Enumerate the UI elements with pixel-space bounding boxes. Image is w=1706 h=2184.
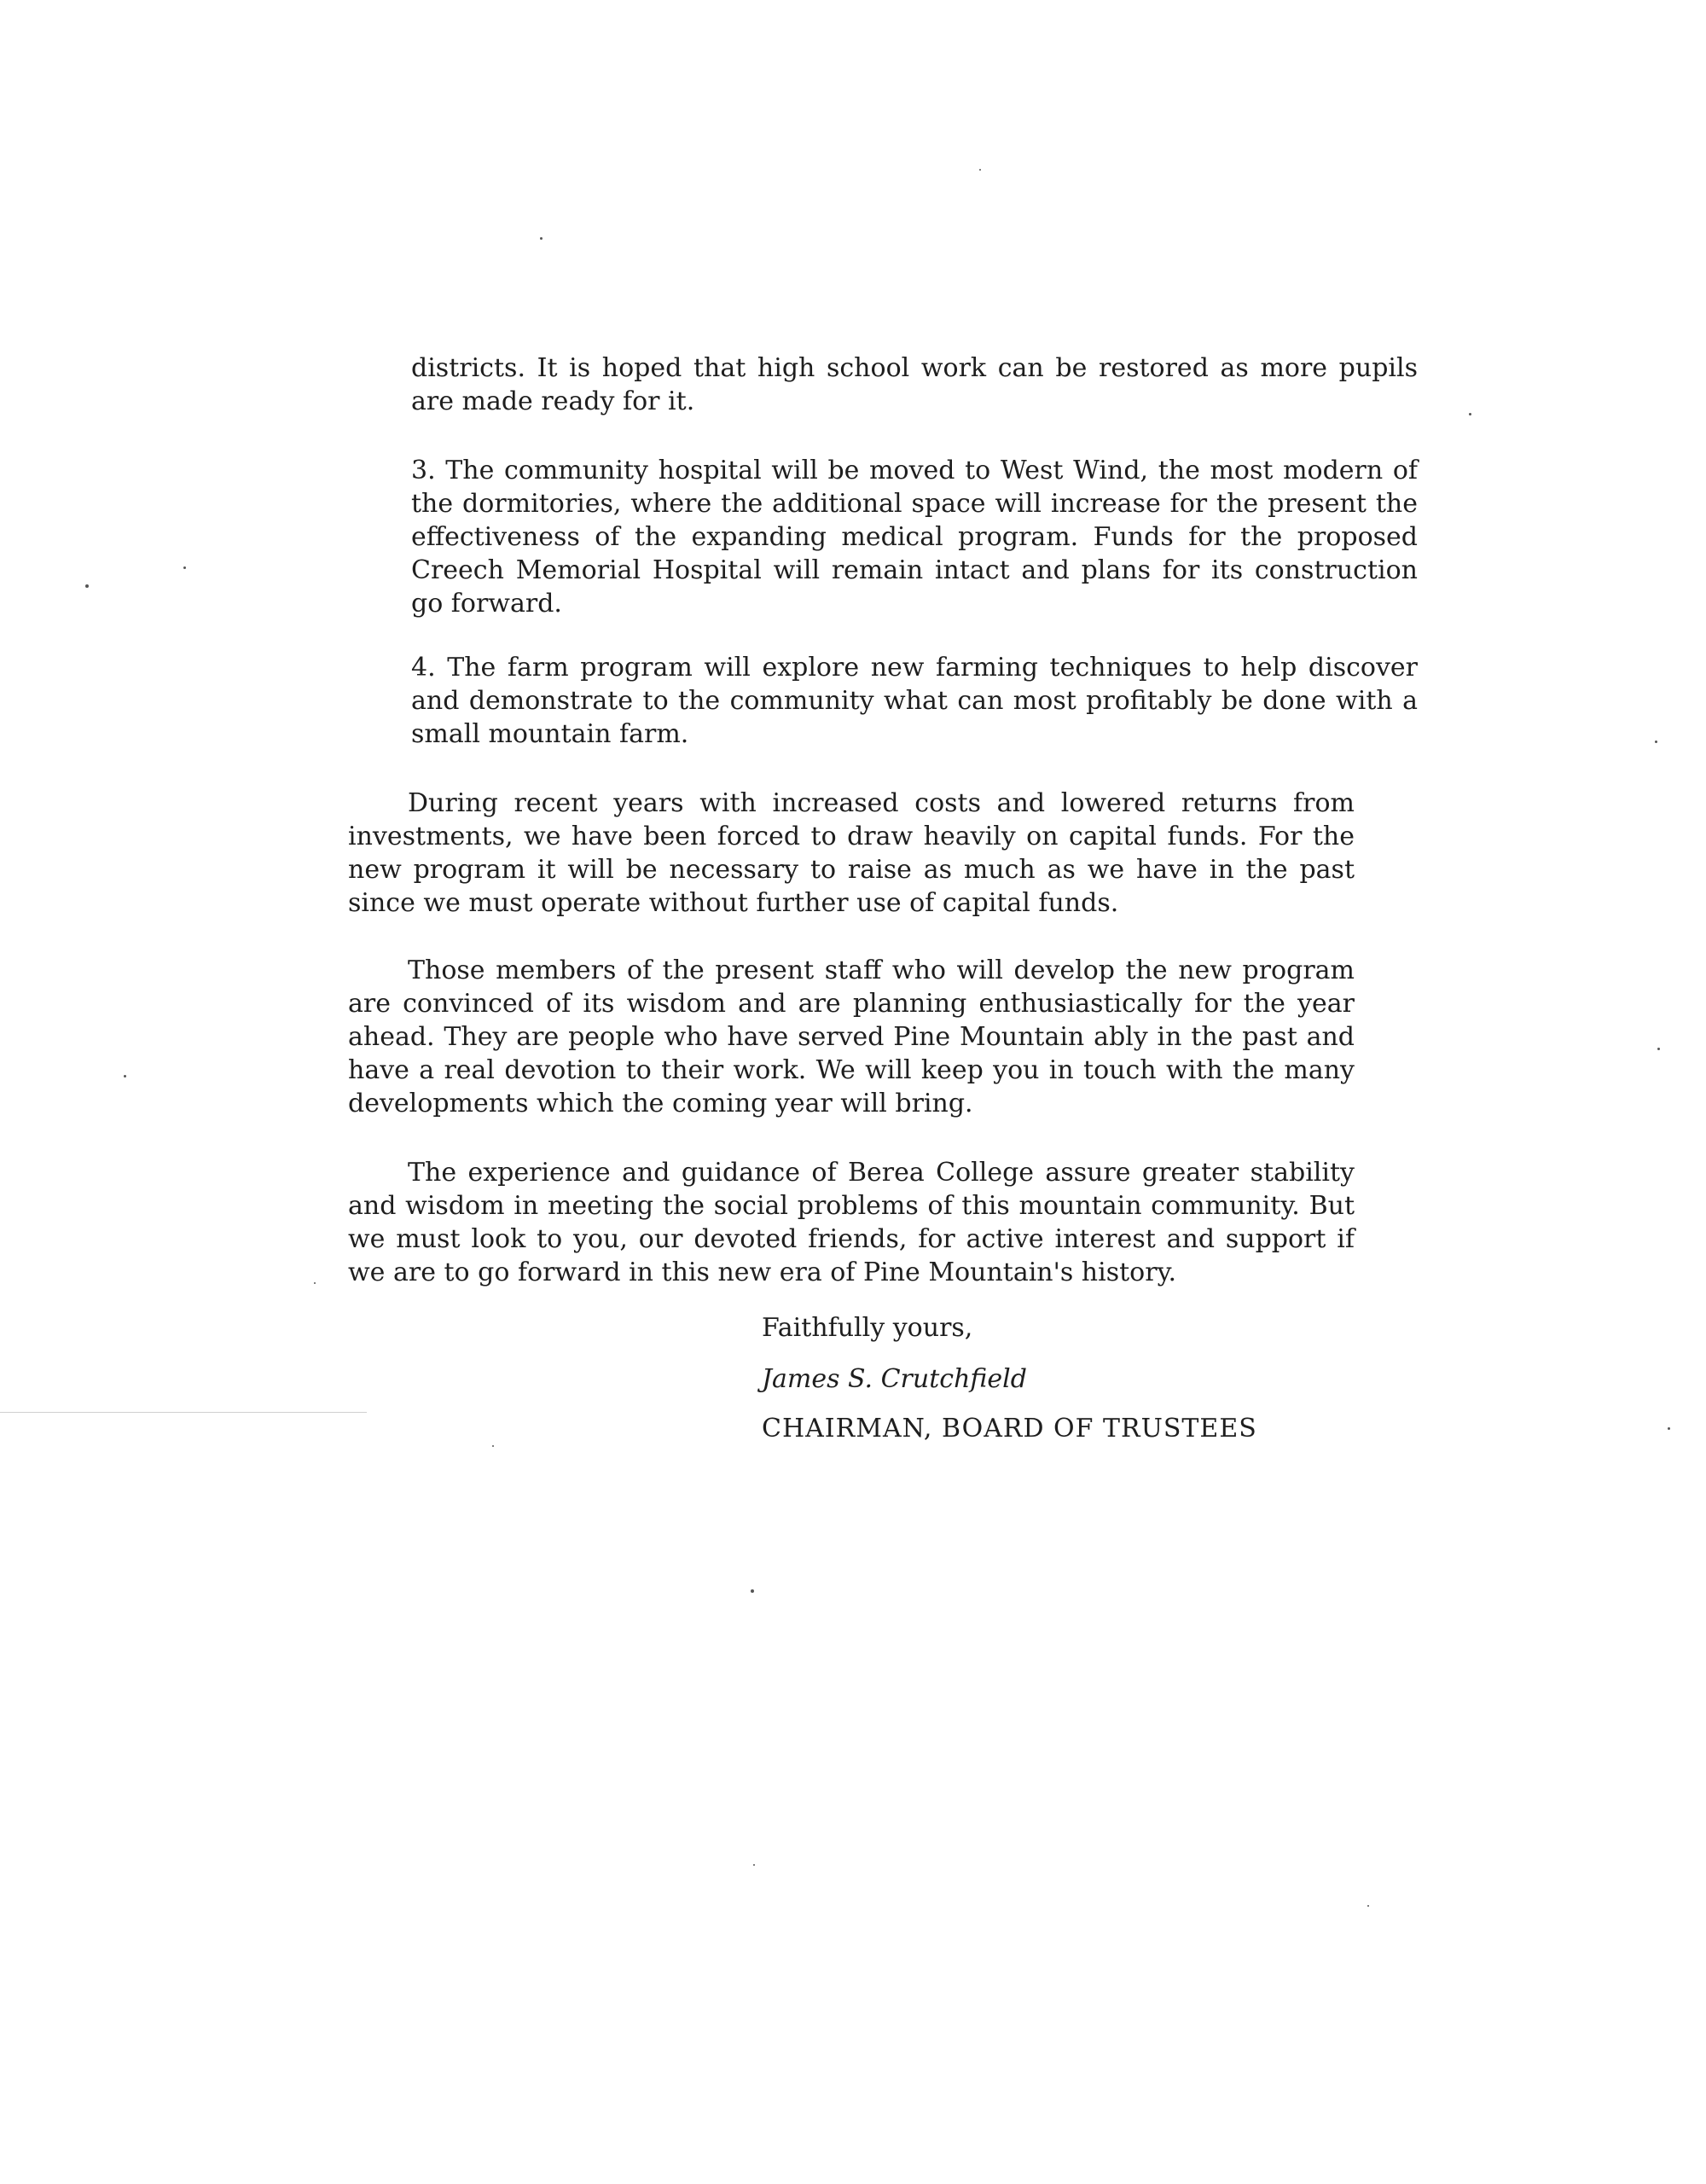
paragraph-hospital: 3. The community hospital will be moved to West Wind, the most modern of the dormitories, where the additional space will increase for the present the effectiveness of the expanding medical program. Funds for the proposed Creech Memorial Hospital will remain intact and plans for its construction go forward.	[411, 456, 1418, 619]
signature-title: CHAIRMAN, BOARD OF TRUSTEES	[762, 1414, 1257, 1443]
scan-speck	[540, 237, 543, 240]
scan-line	[0, 1412, 367, 1413]
scan-speck	[1367, 1905, 1369, 1907]
scan-speck	[85, 584, 89, 588]
scan-speck	[183, 566, 186, 569]
scan-speck	[1469, 413, 1471, 415]
scan-speck	[751, 1589, 754, 1593]
paragraph-berea-college: The experience and guidance of Berea College assure greater stability and wisdom in meeting the social problems of this mountain community. But we must look to you, our devoted friends, for active interest and support if we are to go forward in this new era of Pine Mountain's history.	[348, 1158, 1355, 1287]
paragraph-districts: districts. It is hoped that high school work can be restored as more pupils are made ready for it.	[411, 353, 1418, 416]
scan-speck	[979, 169, 981, 171]
paragraph-capital-funds: During recent years with increased costs and lowered returns from investments, we have been forced to draw heavily on capital funds. For the new program it will be necessary to raise as much as we have in the past since we must operate without further use of capital funds.	[348, 788, 1355, 918]
closing-salutation: Faithfully yours,	[762, 1313, 973, 1343]
scan-speck	[1655, 741, 1657, 743]
scan-speck	[1668, 1427, 1670, 1430]
paragraph-staff: Those members of the present staff who will develop the new program are convinced of its wisdom and are planning enthusiastically for the year ahead. They are people who have served Pine Mountain ably in the past and have a real devotion to their work. We will keep you in touch with the many developments which the coming year will bring.	[348, 956, 1355, 1118]
signature-name: James S. Crutchfield	[762, 1364, 1027, 1394]
scan-speck	[492, 1445, 494, 1447]
scan-speck	[124, 1075, 126, 1077]
scan-speck	[753, 1864, 755, 1866]
paragraph-farm-program: 4. The farm program will explore new farming techniques to help discover and demonstrate to the community what can most profitably be done with a small mountain farm.	[411, 653, 1418, 749]
scan-speck	[1657, 1048, 1660, 1050]
scan-speck	[314, 1282, 316, 1284]
